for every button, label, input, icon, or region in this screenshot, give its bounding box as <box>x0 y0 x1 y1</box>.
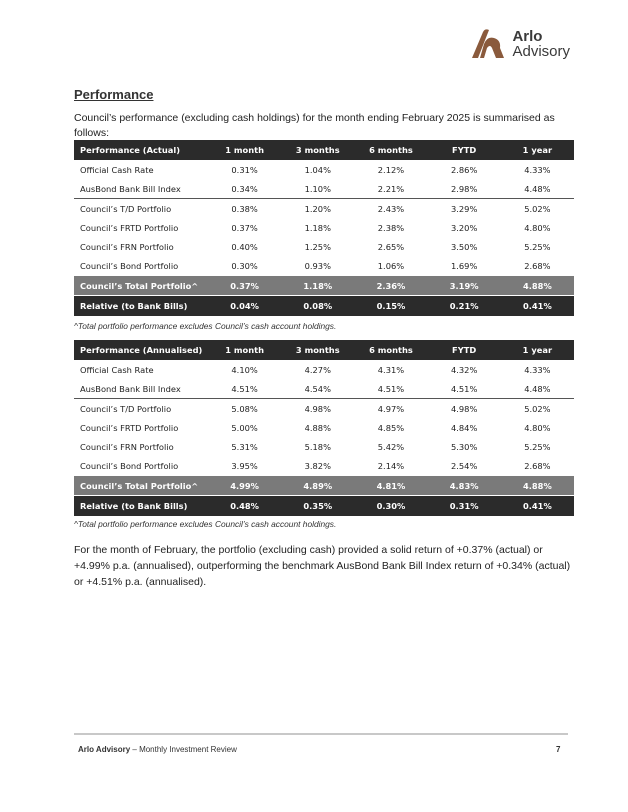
table-cell: 0.15% <box>354 296 427 317</box>
table-cell: 4.88% <box>501 276 574 296</box>
relative-row <box>74 296 574 317</box>
table-cell: Council’s FRTD Portfolio <box>80 222 179 233</box>
table-cell: 4.33% <box>524 164 551 175</box>
table-cell: 3.19% <box>428 276 501 296</box>
table-cell: 1.25% <box>304 241 331 252</box>
table-cell: 0.31% <box>231 164 258 175</box>
table-cell: 4.99% <box>208 476 281 496</box>
brand-logo <box>470 26 570 62</box>
table-cell: 3.95% <box>231 460 258 471</box>
table-cell: 1.06% <box>377 260 405 271</box>
table-cell: 4.51% <box>450 383 478 394</box>
page-number: 7 <box>556 745 561 754</box>
table-cell: 1.18% <box>281 276 354 296</box>
table-cell: 4.80% <box>524 422 551 433</box>
table-row <box>74 360 574 379</box>
table-cell: 4.54% <box>304 383 331 394</box>
table-row <box>74 160 574 179</box>
table-cell: 4.98% <box>428 399 501 419</box>
table-cell: 4.51% <box>231 383 258 394</box>
table-cell: AusBond Bank Bill Index <box>80 383 181 394</box>
total-portfolio-row <box>74 476 574 496</box>
table-cell: 3.29% <box>428 199 501 219</box>
brand-name-line2: Advisory <box>512 43 570 60</box>
table-cell: 0.30% <box>231 260 258 271</box>
table-cell: Council’s Total Portfolio^ <box>74 476 208 496</box>
table-cell: 0.34% <box>231 183 258 194</box>
table-row <box>74 456 574 476</box>
table-cell: 4.83% <box>428 476 501 496</box>
table-cell: 4.84% <box>450 422 478 433</box>
table-row <box>74 256 574 276</box>
table-row <box>74 179 574 199</box>
table-cell: 1.69% <box>450 260 478 271</box>
table-cell: AusBond Bank Bill Index <box>80 183 181 194</box>
table-note-annualised: ^Total portfolio performance excludes Council’s cash account holdings. <box>74 519 337 529</box>
table-cell: 5.25% <box>524 241 551 252</box>
performance-actual-table <box>74 140 574 316</box>
table-cell: 2.14% <box>377 460 405 471</box>
total-portfolio-row <box>74 276 574 296</box>
table-cell: 0.30% <box>354 496 427 517</box>
table-cell: 0.41% <box>501 296 574 317</box>
table-cell: 4.80% <box>524 222 551 233</box>
table-cell: 2.68% <box>524 460 551 471</box>
table-cell: Official Cash Rate <box>80 364 154 375</box>
table-header-row <box>74 140 574 160</box>
table-cell: 5.00% <box>231 422 258 433</box>
table-row <box>74 399 574 419</box>
column-header: 3 months <box>281 340 354 360</box>
table-cell: 0.37% <box>231 222 258 233</box>
table-cell: 4.48% <box>524 183 551 194</box>
summary-paragraph: For the month of February, the portfolio (excluding cash) provided a solid return of +0.37% (actual) or +4.99% p.a. (annualised), outperforming the benchmark AusBond Bank Bill Index return of +0.34% (actual) or +4.51% p.a. (annualised). <box>74 544 571 588</box>
table-cell: 4.48% <box>524 383 551 394</box>
table-row <box>74 418 574 437</box>
table-cell: 0.35% <box>281 496 354 517</box>
table-cell: 3.20% <box>450 222 478 233</box>
table-cell: Council’s T/D Portfolio <box>74 399 208 419</box>
column-header: Performance (Actual) <box>74 140 208 160</box>
table-header-row <box>74 340 574 360</box>
table-cell: 2.12% <box>377 164 405 175</box>
column-header: 6 months <box>354 340 427 360</box>
table-note-actual: ^Total portfolio performance excludes Council’s cash account holdings. <box>74 321 337 331</box>
table-cell: 4.32% <box>450 364 478 375</box>
footer-brand: Arlo Advisory <box>78 745 131 754</box>
table-cell: Council’s Total Portfolio^ <box>74 276 208 296</box>
table-cell: 0.08% <box>281 296 354 317</box>
column-header: FYTD <box>428 340 501 360</box>
brand-name-line1: Arlo <box>512 28 543 45</box>
table-cell: 0.31% <box>428 496 501 517</box>
column-header: 1 month <box>208 140 281 160</box>
table-cell: 4.81% <box>354 476 427 496</box>
table-row <box>74 437 574 456</box>
table-cell: Council’s FRN Portfolio <box>80 241 174 252</box>
table-cell: Council’s FRTD Portfolio <box>80 422 179 433</box>
table-row <box>74 379 574 399</box>
table-cell: 2.65% <box>377 241 405 252</box>
table-cell: 5.42% <box>377 441 405 452</box>
table-cell: 5.25% <box>524 441 551 452</box>
table-cell: 1.20% <box>281 199 354 219</box>
relative-row <box>74 496 574 517</box>
table-cell: 4.31% <box>377 364 405 375</box>
table-cell: 2.98% <box>450 183 478 194</box>
table-cell: Relative (to Bank Bills) <box>74 496 208 517</box>
section-heading: Performance <box>74 87 154 102</box>
column-header: FYTD <box>428 140 501 160</box>
table-cell: 0.41% <box>501 496 574 517</box>
table-cell: 2.54% <box>450 460 478 471</box>
footer-text <box>78 745 237 754</box>
table-cell: 4.88% <box>501 476 574 496</box>
table-cell: 0.38% <box>208 199 281 219</box>
table-cell: 4.33% <box>524 364 551 375</box>
table-cell: 5.08% <box>208 399 281 419</box>
column-header: Performance (Annualised) <box>74 340 208 360</box>
table-cell: Council’s Bond Portfolio <box>80 260 179 271</box>
table-cell: 2.68% <box>524 260 551 271</box>
table-cell: 4.97% <box>354 399 427 419</box>
table-cell: 2.38% <box>377 222 405 233</box>
table-cell: Council’s Bond Portfolio <box>80 460 179 471</box>
table-cell: 0.21% <box>428 296 501 317</box>
table-cell: 5.02% <box>501 399 574 419</box>
table-cell: 4.51% <box>377 383 405 394</box>
table-row <box>74 218 574 237</box>
column-header: 1 year <box>501 140 574 160</box>
column-header: 3 months <box>281 140 354 160</box>
performance-annualised-table <box>74 340 574 516</box>
arlo-logo-icon <box>470 26 506 62</box>
table-cell: 4.85% <box>377 422 405 433</box>
table-cell: 0.48% <box>208 496 281 517</box>
footer-title: – Monthly Investment Review <box>130 745 237 754</box>
table-cell: Relative (to Bank Bills) <box>74 296 208 317</box>
table-cell: 2.86% <box>450 164 478 175</box>
table-cell: 5.02% <box>501 199 574 219</box>
table-cell: 1.18% <box>304 222 331 233</box>
table-cell: 3.50% <box>450 241 478 252</box>
table-row <box>74 237 574 256</box>
table-cell: 4.27% <box>304 364 331 375</box>
table-cell: 1.10% <box>304 183 331 194</box>
table-cell: 5.31% <box>231 441 258 452</box>
table-cell: 2.36% <box>354 276 427 296</box>
table-cell: 4.98% <box>281 399 354 419</box>
table-cell: 4.88% <box>304 422 331 433</box>
column-header: 1 month <box>208 340 281 360</box>
table-cell: Council’s FRN Portfolio <box>80 441 174 452</box>
table-cell: 5.18% <box>304 441 331 452</box>
table-row <box>74 199 574 219</box>
table-cell: 4.89% <box>281 476 354 496</box>
table-cell: 2.21% <box>377 183 405 194</box>
table-cell: 0.04% <box>208 296 281 317</box>
table-cell: 0.37% <box>208 276 281 296</box>
footer-divider <box>74 733 568 735</box>
table-cell: Official Cash Rate <box>80 164 154 175</box>
table-cell: 3.82% <box>304 460 331 471</box>
table-cell: 0.40% <box>231 241 258 252</box>
table-cell: 2.43% <box>354 199 427 219</box>
column-header: 1 year <box>501 340 574 360</box>
table-cell: Council’s T/D Portfolio <box>74 199 208 219</box>
table-cell: 1.04% <box>304 164 331 175</box>
table-cell: 4.10% <box>231 364 258 375</box>
column-header: 6 months <box>354 140 427 160</box>
intro-paragraph: Council’s performance (excluding cash holdings) for the month ending February 2025 is summarised as follows: <box>74 112 555 139</box>
table-cell: 0.93% <box>304 260 331 271</box>
table-cell: 5.30% <box>450 441 478 452</box>
